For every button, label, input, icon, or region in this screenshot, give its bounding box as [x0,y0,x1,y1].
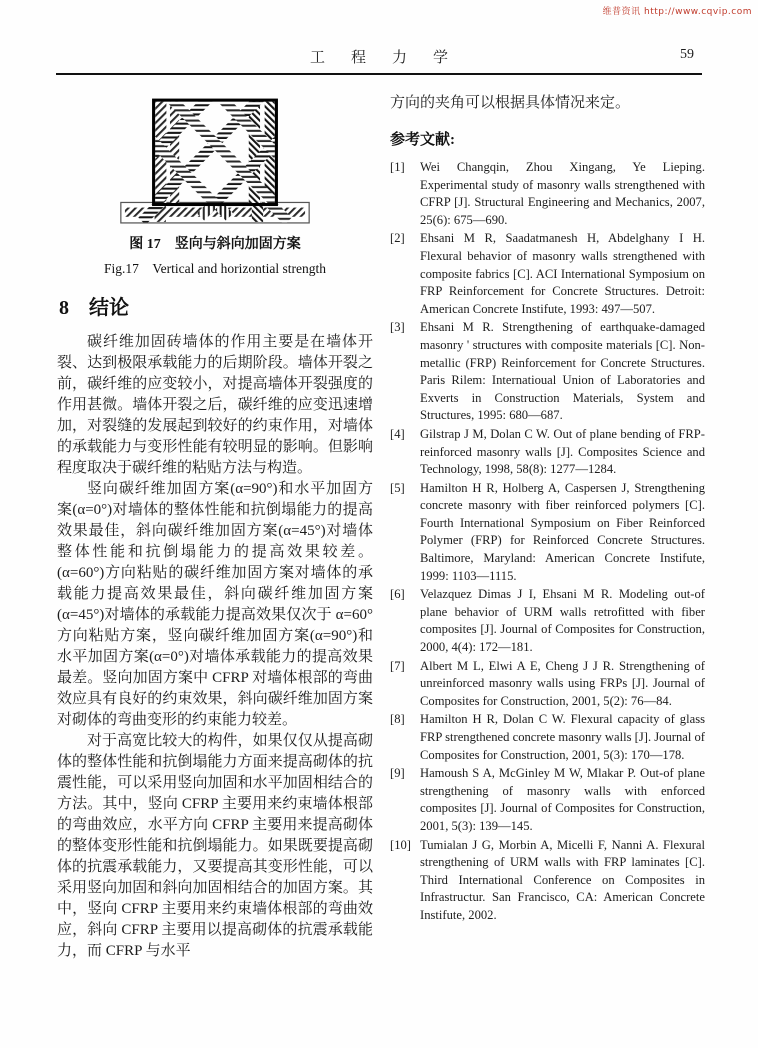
figure-caption-zh: 图 17 竖向与斜向加固方案 [129,237,301,252]
journal-title: 工程力学 [309,50,474,66]
reference-text: Ehsani M R. Strengthening of earthquake-damaged masonry ' structures with composite materials [C]. Non-metallic (FRP) Reinforcement for Concrete Structures. Paris Rilem: Internatioual Union of Laboratories and Exverts in Construction Materials, System and Structures, 1995: 680—687. [420,320,705,423]
reference-item [390,711,705,764]
reference-text: Hamilton H R, Holberg A, Caspersen J, Strengthening concrete masonry with fiber reinforced polymers [C]. Fourth International Symposium on Fiber Reinforced Polymer (FRP) for Reinforced Concrete Structures. Baltimore, Maryland: American Concrete Instifute, 1999: 1103—1115. [420,480,705,583]
reference-number: [8] [390,712,405,727]
reference-number: [2] [390,231,405,246]
reference-number: [3] [390,320,405,335]
conclusion-paragraph-2: 竖向碳纤维加固方案(α=90°)和水平加固方案(α=0°)对墙体的整体性能和抗倒塌能力的提高效果最佳，斜向碳纤维加固方案(α=45°)对墙体整体性能和抗倒塌能力的提高效果较差。(α=60°)方向粘贴的碳纤维加固方案对墙体的承载能力提高效果最佳，斜向碳纤维加固方案(α=45°)对墙体的承载能力提高效果仅次于 α=60° 方向粘贴方案，竖向碳纤维加固方案(α=90°)和水平加固方案(α=0°)对墙体承载能力的提高效果最差。竖向加固方案中 CFRP 对墙体根部的弯曲效应具有良好的约束效果，斜向碳纤维加固方案对砌体的弯曲变形的约束能力较差。 [57,481,373,728]
reference-text: Tumialan J G, Morbin A, Micelli F, Nanni A. Flexural strengthening of URM walls with FRP laminates [C]. Third International Conference on Composites in Infrastructur. San Francisco, CA: American Concrete Instifute, 2002. [420,837,705,922]
reference-number: [1] [390,160,405,174]
figure-17 [57,95,373,277]
reference-text: Albert M L, Elwi A E, Cheng J J R. Strengthening of unreinforced masonry walls using FRPs [J]. Journal of Composites for Construction, 2001, 5(2): 76—84. [420,658,705,708]
reference-item [390,230,705,318]
left-column [57,93,373,962]
reference-item [390,586,705,656]
reference-text: Wei Changqin, Zhou Xingang, Ye Lieping. Experimental study of masonry walls strengthened with CFRP [J]. Structural Engineering and Mechanics, 2007, 25(6): 675—690. [420,160,705,227]
two-column-body [57,93,705,962]
wall-strengthening-diagram [102,95,328,226]
cqvip-watermark: 维普资讯 http://www.cqvip.com [602,7,752,17]
figure-caption-en: Fig.17 Vertical and horizontial strength [104,261,326,276]
conclusion-paragraph-1: 碳纤维加固砖墙体的作用主要是在墙体开裂、达到极限承载能力的后期阶段。墙体开裂之前，碳纤维的应变较小，对提高墙体开裂强度的作用甚微。墙体开裂之后，碳纤维的应变迅速增加，对裂缝的发展起到较好的约束作用，对墙体的承载能力与变形性能有较明显的影响。但影响程度取决于碳纤维的粘贴方法与构造。 [57,334,373,476]
reference-item [390,837,705,925]
right-column [390,93,705,962]
references-heading: 参考文献: [390,132,455,148]
reference-number: [4] [390,426,405,441]
reference-item [390,658,705,711]
reference-text: Velazquez Dimas J I, Ehsani M R. Modeling out-of plane behavior of URM walls retrofitted with fiber composites [J]. Journal of Composites for Construction, 2000, 4(4): 172—181. [420,587,705,655]
reference-text: Gilstrap J M, Dolan C W. Out of plane bending of FRP-reinforced masonry walls [J]. Composites Science and Technology, 1998, 58(8): 1277—1284. [420,426,705,477]
reference-number: [10] [390,837,411,852]
reference-item [390,765,705,835]
page-header [56,46,702,70]
reference-text: Ehsani M R, Saadatmanesh H, Abdelghany I H. Flexural behavior of masonry walls strengthened with composite fabrics [C]. ACI International Symposium on FRP Reinforcement for Concrete Structures. Detroit: American Concrete Instifute, 1993: 497—507. [420,231,705,316]
reference-number: [9] [390,766,405,781]
reference-item [390,480,705,586]
reference-text: Hamoush S A, McGinley M W, Mlakar P. Out-of plane strengthening of masonry walls with enforced composites [J]. Journal of Composites for Construction, 2001, 5(3): 139—145. [420,766,705,833]
header-rule [56,73,702,75]
reference-item [390,426,705,479]
reference-number: [6] [390,587,405,602]
reference-number: [5] [390,480,405,495]
continued-paragraph: 方向的夹角可以根据具体情况来定。 [390,95,631,111]
section-heading-conclusion: 8 结论 [59,297,129,319]
reference-number: [7] [390,658,405,673]
reference-item [390,319,705,425]
conclusion-paragraph-3: 对于高宽比较大的构件，如果仅仅从提高砌体的整体性能和抗倒塌能力方面来提高砌体的抗震性能，可以采用竖向加固和水平加固相结合的方法。其中，竖向 CFRP 主要用来约束墙体根部的弯曲效应，水平方向 CFRP 主要用来提高砌体的整体变形性能和抗倒塌能力。如果既要提高砌体的抗震承载能力，又要提高其变形性能，可以采用竖向加固和斜向加固相结合的加固方案。其中，竖向 CFRP 主要用来约束墙体根部的弯曲效应，斜向 CFRP 主要用以提高砌体的抗震承载能力，而 CFRP 与水平 [57,733,373,959]
page-number: 59 [680,47,694,62]
reference-text: Hamilton H R, Dolan C W. Flexural capacity of glass FRP strengthened concrete masonry walls [J]. Journal of Composites for Construction, 2001, 5(3): 170—178. [420,712,705,762]
reference-item [390,159,705,229]
